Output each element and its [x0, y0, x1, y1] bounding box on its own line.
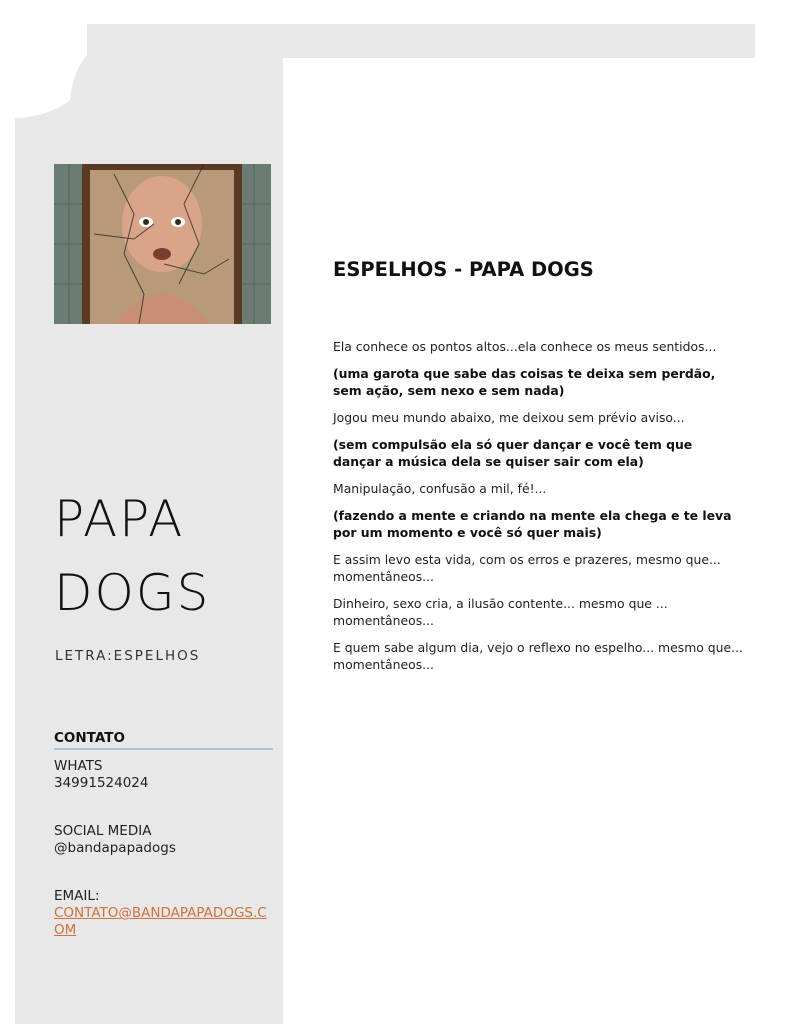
subtitle: LETRA:ESPELHOS	[55, 648, 201, 664]
email-label: EMAIL:	[54, 888, 100, 904]
social-label: SOCIAL MEDIA	[54, 823, 152, 839]
cover-image	[54, 164, 271, 324]
band-name-line2: DOGS	[54, 564, 211, 622]
lyric-line: Dinheiro, sexo cria, a ilusão contente... mesmo que ... momentâneos...	[333, 596, 668, 628]
band-name	[54, 482, 274, 630]
contact-heading: CONTATO	[54, 730, 273, 750]
band-name-line1: PAPA	[54, 490, 185, 548]
lyric-line: (fazendo a mente e criando na mente ela chega e te leva por um momento e você só quer mais)	[333, 508, 732, 540]
lyric-line: E quem sabe algum dia, vejo o reflexo no espelho... mesmo que... momentâneos...	[333, 640, 743, 672]
whats-label: WHATS	[54, 758, 103, 774]
social-value: @bandapapadogs	[54, 840, 176, 856]
lyric-line: Jogou meu mundo abaixo, me deixou sem prévio aviso...	[333, 410, 685, 425]
lyrics	[333, 338, 743, 683]
whats-block	[54, 758, 148, 792]
whats-value: 34991524024	[54, 775, 149, 791]
lyric-line: Ela conhece os pontos altos...ela conhece os meus sentidos...	[333, 339, 717, 354]
social-block	[54, 823, 176, 857]
lyric-line: (uma garota que sabe das coisas te deixa sem perdão, sem ação, sem nexo e sem nada)	[333, 366, 716, 398]
lyric-line: E assim levo esta vida, com os erros e prazeres, mesmo que... momentâneos...	[333, 552, 721, 584]
lyric-line: Manipulação, confusão a mil, fé!...	[333, 481, 547, 496]
top-band	[87, 24, 755, 58]
song-title: ESPELHOS - PAPA DOGS	[333, 258, 594, 281]
email-block	[54, 888, 274, 939]
lyric-line: (sem compulsão ela só quer dançar e você tem que dançar a música dela se quiser sair com ela)	[333, 437, 693, 469]
email-link[interactable]: CONTATO@BANDAPAPADOGS.COM	[54, 905, 267, 938]
